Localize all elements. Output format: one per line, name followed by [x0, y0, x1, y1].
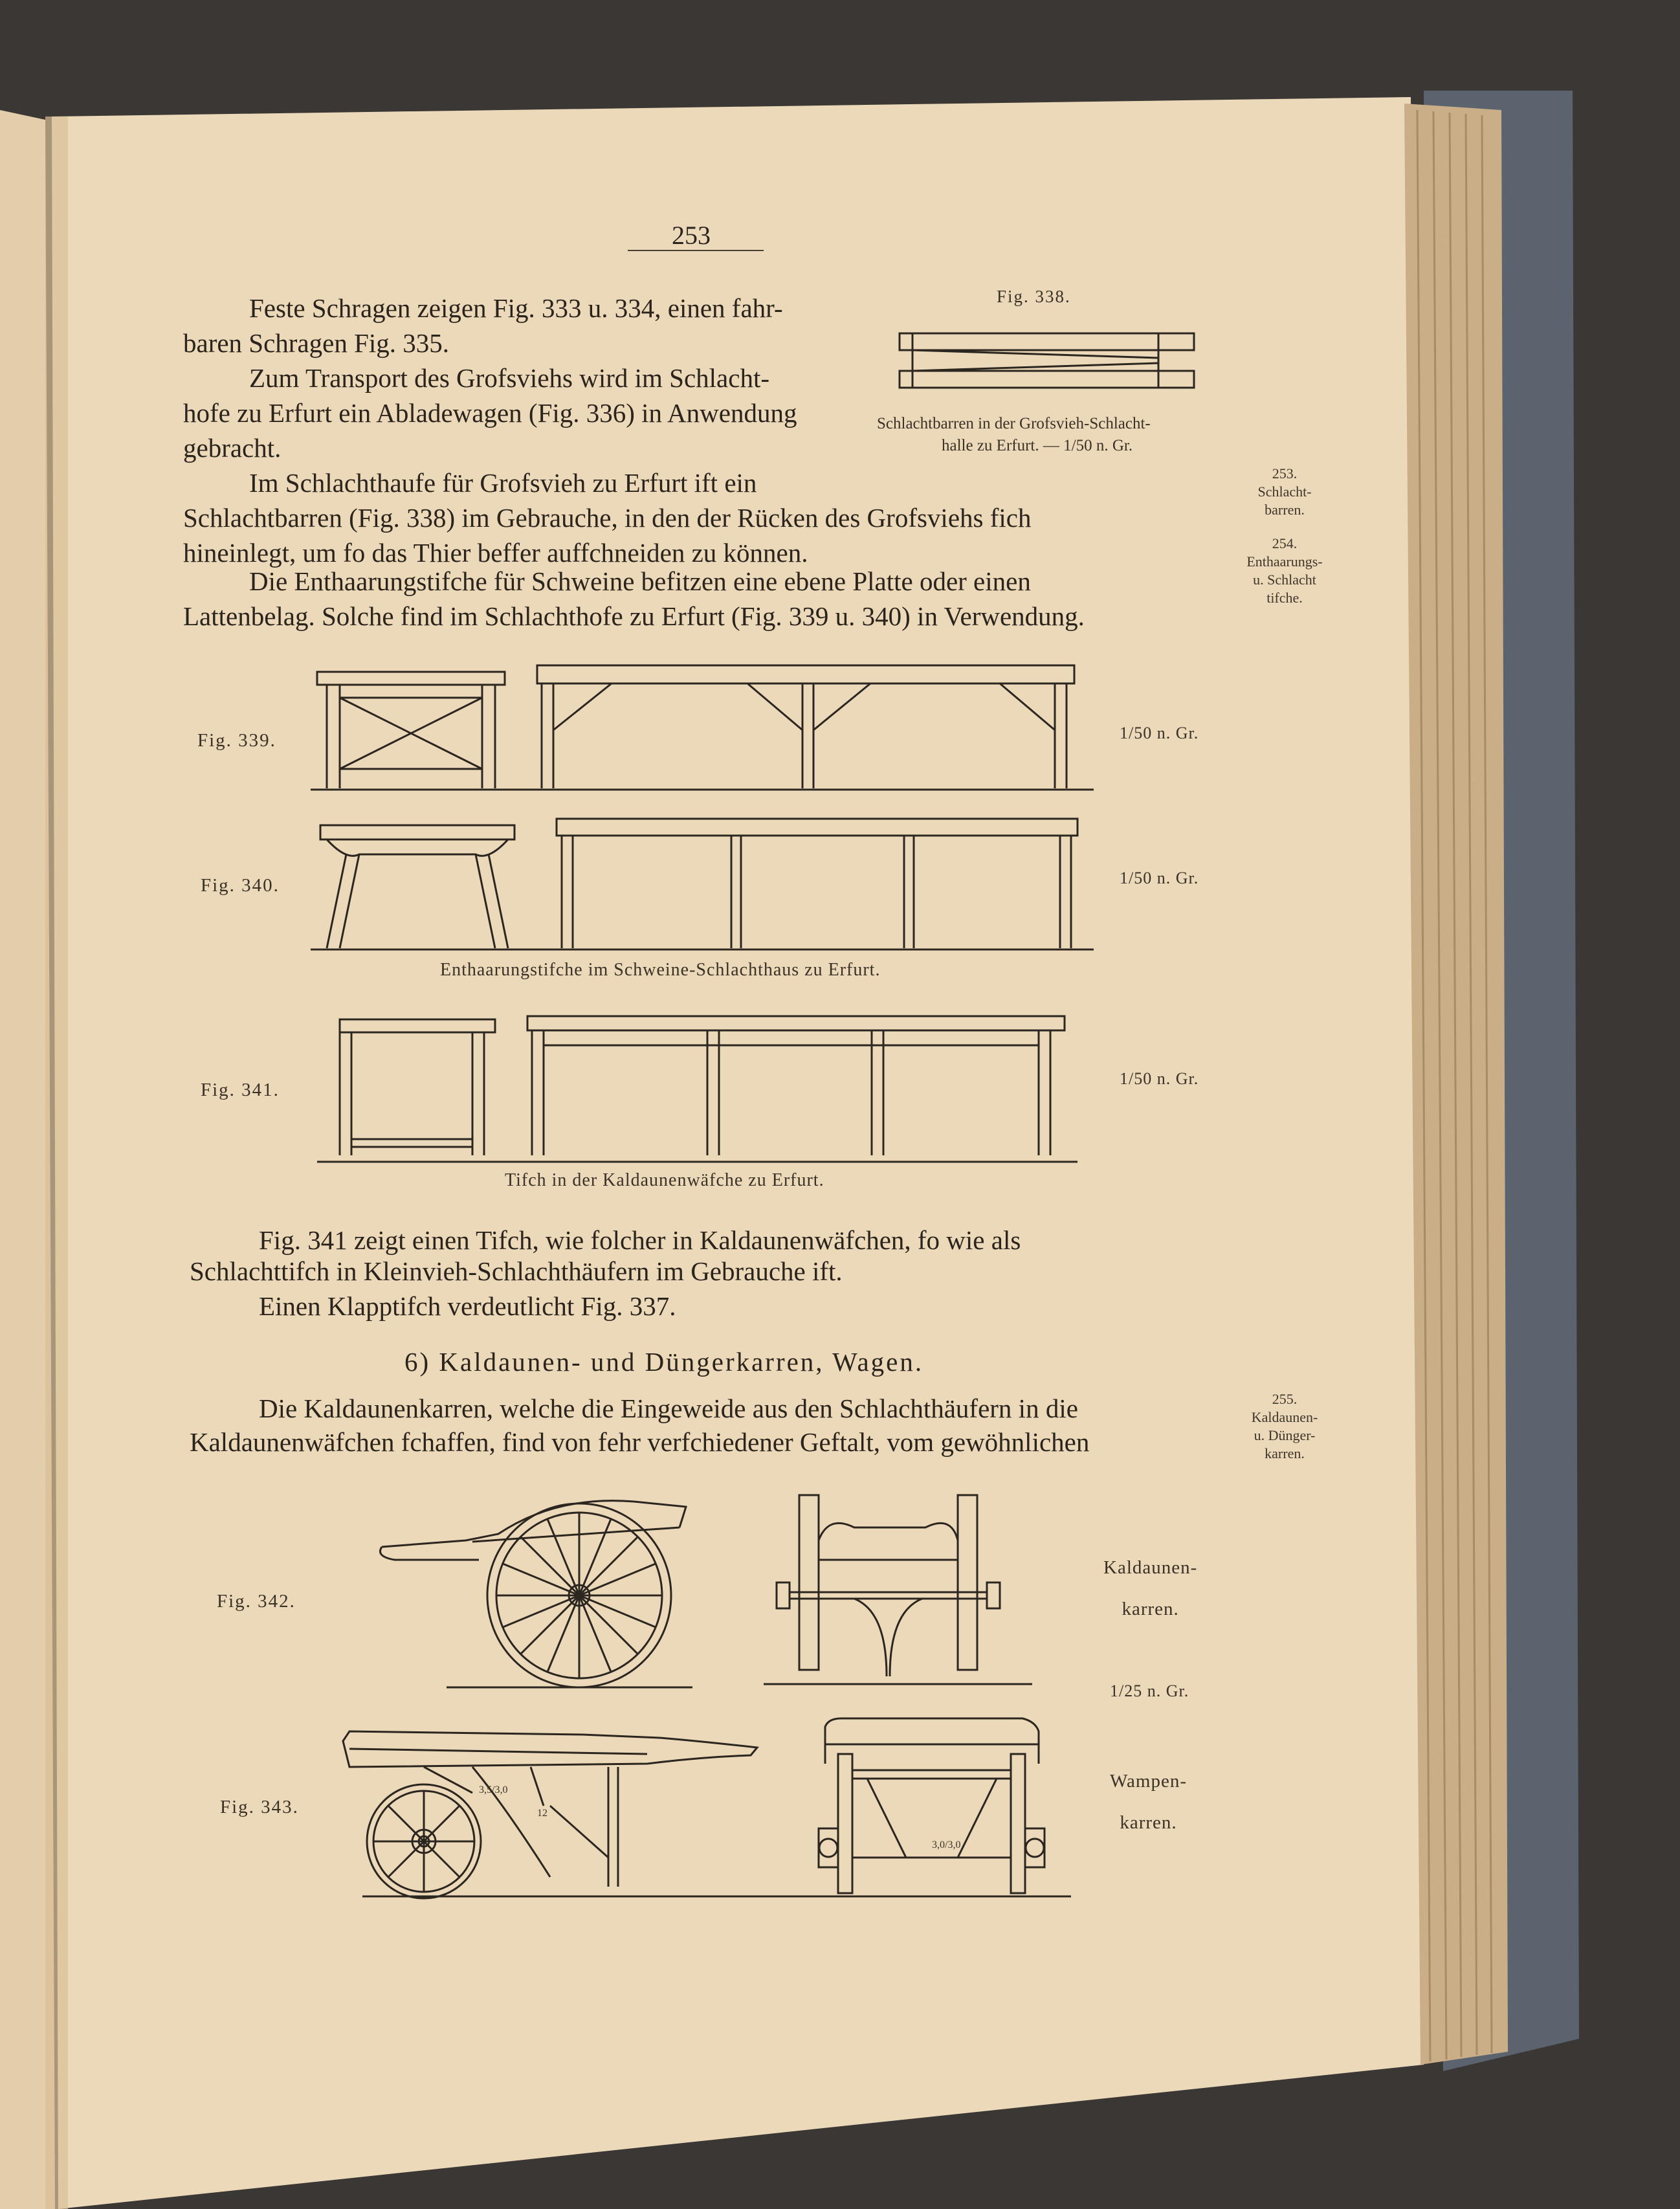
margin-note-text: Schlacht- barren. [1257, 483, 1312, 518]
text-line: hofe zu Erfurt ein Abladewagen (Fig. 336) in Anwendung [183, 398, 797, 428]
margin-note-255 [1236, 1390, 1333, 1463]
text-line: Lattenbelag. Solche find im Schlachthofe zu Erfurt (Fig. 339 u. 340) in Verwendung. [183, 601, 1085, 631]
fig342-drawing [375, 1489, 1048, 1696]
margin-note-text: Enthaarungs- u. Schlacht tifche. [1246, 553, 1323, 606]
dim-b: 3,0/3,0 [932, 1839, 961, 1850]
fig339-scale: 1/50 n. Gr. [1120, 724, 1199, 742]
margin-note-254 [1236, 535, 1333, 607]
fig338-caption-2: halle zu Erfurt. — 1/50 n. Gr. [942, 437, 1133, 454]
fig339-label: Fig. 339. [197, 730, 276, 751]
text-line: Schlachtbarren (Fig. 338) im Gebrauche, in den der Rücken des Grofsviehs fich [183, 503, 1032, 533]
fig341-scale: 1/50 n. Gr. [1120, 1069, 1199, 1088]
text-line: Zum Transport des Grofsviehs wird im Schlacht- [249, 363, 769, 393]
fig338-drawing [893, 320, 1197, 405]
fig343-drawing [337, 1709, 1074, 1903]
page-number: 253 [672, 221, 711, 250]
fig339-drawing [307, 659, 1097, 792]
fig340-scale: 1/50 n. Gr. [1120, 869, 1199, 887]
text-line: baren Schragen Fig. 335. [183, 328, 450, 358]
fig341-label: Fig. 341. [201, 1080, 280, 1100]
fig340-drawing [307, 809, 1097, 951]
text-line: gebracht. [183, 433, 282, 463]
text-line: Feste Schragen zeigen Fig. 333 u. 334, einen fahr- [249, 293, 783, 323]
section-heading: 6) Kaldaunen- und Düngerkarren, Wagen. [404, 1347, 924, 1377]
fig340-label: Fig. 340. [201, 875, 280, 896]
fig343-label: Fig. 343. [220, 1797, 299, 1817]
fig341-drawing [314, 1010, 1097, 1165]
kaldaunen-label: Kaldaunen- karren. [1103, 1557, 1198, 1619]
text-line: Im Schlachthaufe für Grofsvieh zu Erfurt ift ein [249, 468, 757, 498]
wampen-label: Wampen- karren. [1110, 1771, 1188, 1833]
text-line: Fig. 341 zeigt einen Tifch, wie folcher in Kaldaunenwäfchen, fo wie als [259, 1225, 1021, 1255]
text-line: hineinlegt, um fo das Thier beffer auffchneiden zu können. [183, 538, 808, 568]
dim-c: 12 [537, 1808, 547, 1819]
text-line: Die Kaldaunenkarren, welche die Eingeweide aus den Schlachthäufern in die [259, 1393, 1078, 1423]
margin-note-number: 253. [1272, 465, 1298, 482]
text-line: Die Enthaarungstifche für Schweine befitzen eine ebene Platte oder einen [249, 566, 1031, 596]
fig341-caption: Tifch in der Kaldaunenwäfche zu Erfurt. [505, 1170, 824, 1190]
margin-note-number: 255. [1272, 1391, 1298, 1407]
fig338-caption-1: Schlachtbarren in der Grofsvieh-Schlacht- [877, 415, 1151, 432]
fig342-label: Fig. 342. [217, 1591, 296, 1612]
margin-note-text: Kaldaunen- u. Dünger- karren. [1251, 1409, 1318, 1461]
page-number-rule [628, 250, 764, 251]
dim-a: 3,5/3,0 [479, 1784, 508, 1795]
text-line: Kaldaunenwäfchen fchaffen, find von fehr verfchiedener Geftalt, vom gewöhnlichen [190, 1427, 1090, 1457]
text-line: Schlachttifch in Kleinvieh-Schlachthäufern im Gebrauche ift. [190, 1256, 843, 1286]
text-line: Einen Klapptifch verdeutlicht Fig. 337. [259, 1291, 676, 1321]
fig339-340-caption: Enthaarungstifche im Schweine-Schlachthaus zu Erfurt. [440, 960, 881, 980]
margin-note-number: 254. [1272, 535, 1298, 551]
fig338-label: Fig. 338. [997, 287, 1071, 306]
fig342-343-scale: 1/25 n. Gr. [1110, 1682, 1189, 1700]
margin-note-253 [1236, 465, 1333, 519]
